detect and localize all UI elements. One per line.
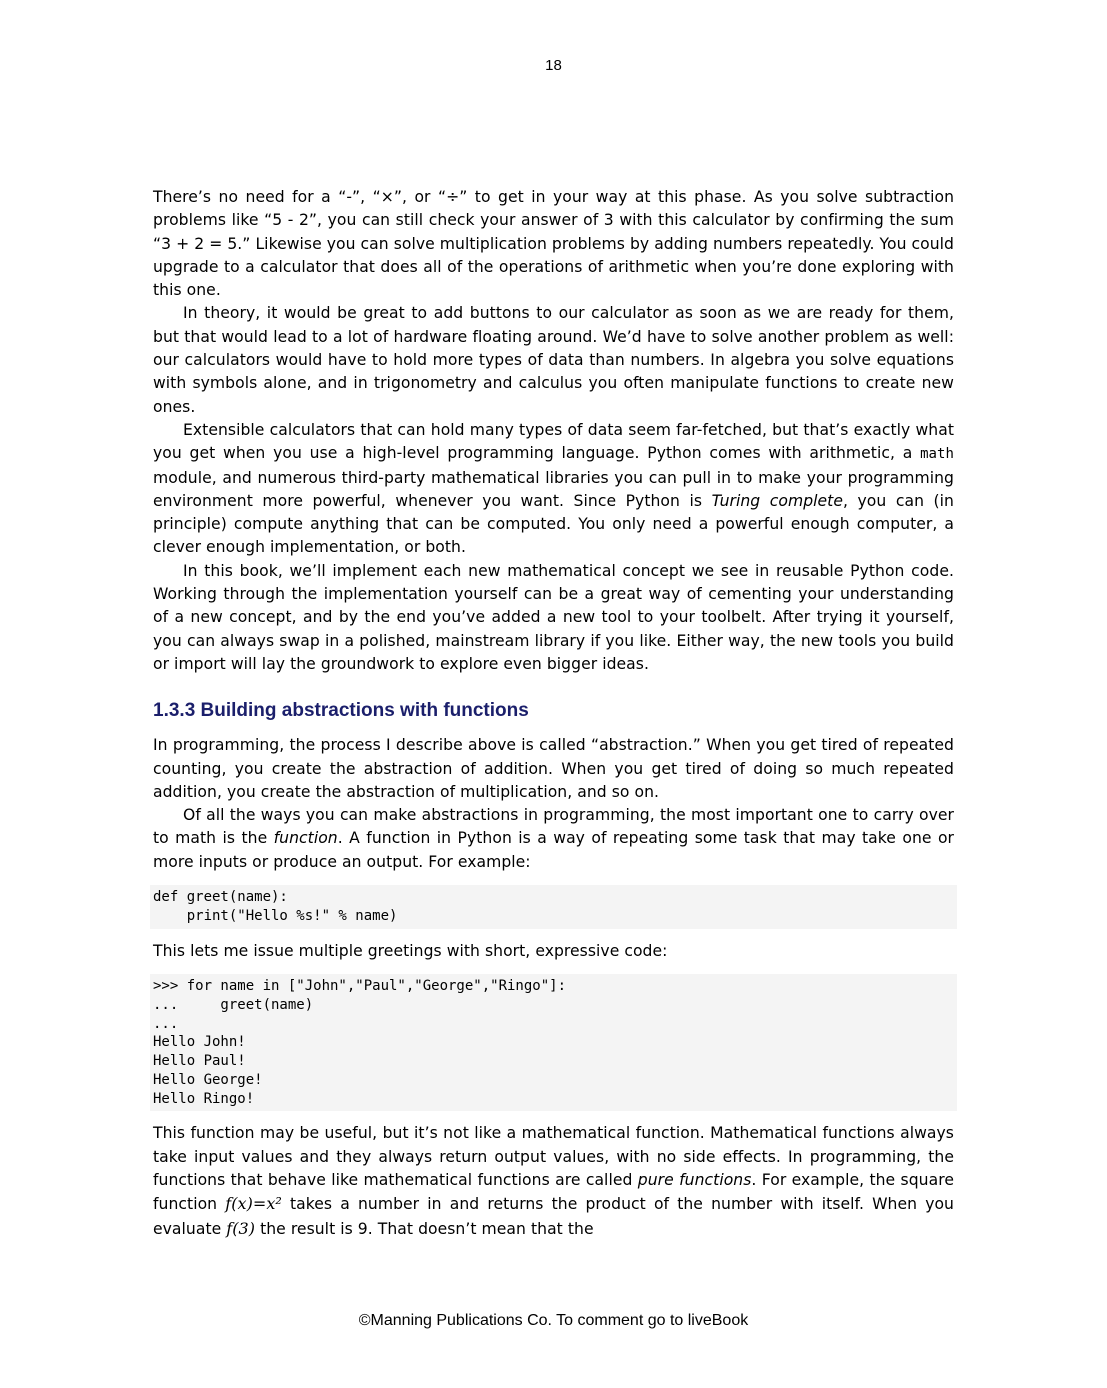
paragraph-8 xyxy=(153,1122,954,1240)
code-block-greet-loop: >>> for name in ["John","Paul","George","Ringo"]: ... greet(name) ... Hello John! Hello Paul! Hello George! Hello Ringo! xyxy=(150,974,957,1112)
paragraph-1: There’s no need for a “-”, “×”, or “÷” to get in your way at this phase. As you solve subtraction problems like “5 - 2”, you can still check your answer of 3 with this calculator by confirming the sum “3 + 2 = 5.” Likewise you can solve multiplication problems by adding numbers repeatedly. You could upgrade to a calculator that does all of the operations of arithmetic when you’re done exploring with this one. xyxy=(153,188,954,300)
code-block-greet-definition: def greet(name): print("Hello %s!" % name) xyxy=(150,885,957,929)
paragraph-2: In theory, it would be great to add buttons to our calculator as soon as we are ready for them, but that would lead to a lot of hardware floating around. We’d have to solve another problem as well: our calculators would have to hold more types of data than numbers. In algebra you solve equations with symbols alone, and in trigonometry and calculus you often manipulate functions to create new ones. xyxy=(153,304,954,416)
paragraph-8-text-a: This function may be useful, but it’s not like a mathematical function. Mathematical functions always take input values and they always return output values, with no side effects. In programming, the functions that behave like mathematical functions are called xyxy=(153,1124,954,1190)
math-square-function: f(x)=x² xyxy=(225,1194,282,1214)
paragraph-5: In programming, the process I describe above is called “abstraction.” When you get tired of repeated counting, you create the abstraction of addition. When you get tired of doing so much repeated addition, you create the abstraction of multiplication, and so on. xyxy=(153,736,954,801)
emphasis-function: function xyxy=(273,829,338,848)
paragraph-8-text-c: takes a number in and returns the product of the number with itself. When you evaluate xyxy=(153,1195,954,1238)
footer-copyright: ©Manning Publications Co. To comment go to liveBook xyxy=(358,1312,749,1329)
paragraph-8-text-d: the result is 9. That doesn’t mean that the xyxy=(255,1219,594,1238)
section-heading: 1.3.3 Building abstractions with functions xyxy=(153,700,529,722)
paragraph-8-text-b: . For example, the square function xyxy=(153,1171,954,1214)
paragraph-6-text-a: Of all the ways you can make abstractions in programming, the most important one to carry over to math is the xyxy=(153,806,954,848)
paragraph-3 xyxy=(153,419,954,560)
emphasis-pure-functions: pure functions xyxy=(637,1171,752,1190)
inline-code-math: math xyxy=(920,446,954,463)
paragraph-6-text-b: . A function in Python is a way of repeating some task that may take one or more inputs or produce an output. For example: xyxy=(153,829,954,871)
page-body xyxy=(153,186,954,1241)
emphasis-turing-complete: Turing complete xyxy=(711,491,843,510)
paragraph-3-text-b: module, and numerous third-party mathematical libraries you can pull in to make your programming environment more powerful, whenever you want. Since Python is xyxy=(153,468,954,510)
paragraph-3-text-a: Extensible calculators that can hold many types of data seem far-fetched, but that’s exactly what you get when you use a high-level programming language. Python comes with arithmetic, a xyxy=(153,420,954,463)
paragraph-3-text-c: , you can (in principle) compute anything that can be computed. You only need a powerful enough computer, a clever enough implementation, or both. xyxy=(153,491,954,557)
paragraph-7: This lets me issue multiple greetings with short, expressive code: xyxy=(153,941,668,960)
paragraph-6 xyxy=(153,804,954,874)
math-f-of-3: f(3) xyxy=(226,1218,256,1238)
page-number: 18 xyxy=(545,57,562,74)
paragraph-4: In this book, we’ll implement each new mathematical concept we see in reusable Python code. Working through the implementation yourself can be a great way of cementing your understanding of a new concept, and by the end you’ve added a new tool to your toolbelt. After trying it yourself, you can always swap in a polished, mainstream library if you like. Either way, the new tools you build or import will lay the groundwork to explore even bigger ideas. xyxy=(153,561,954,673)
